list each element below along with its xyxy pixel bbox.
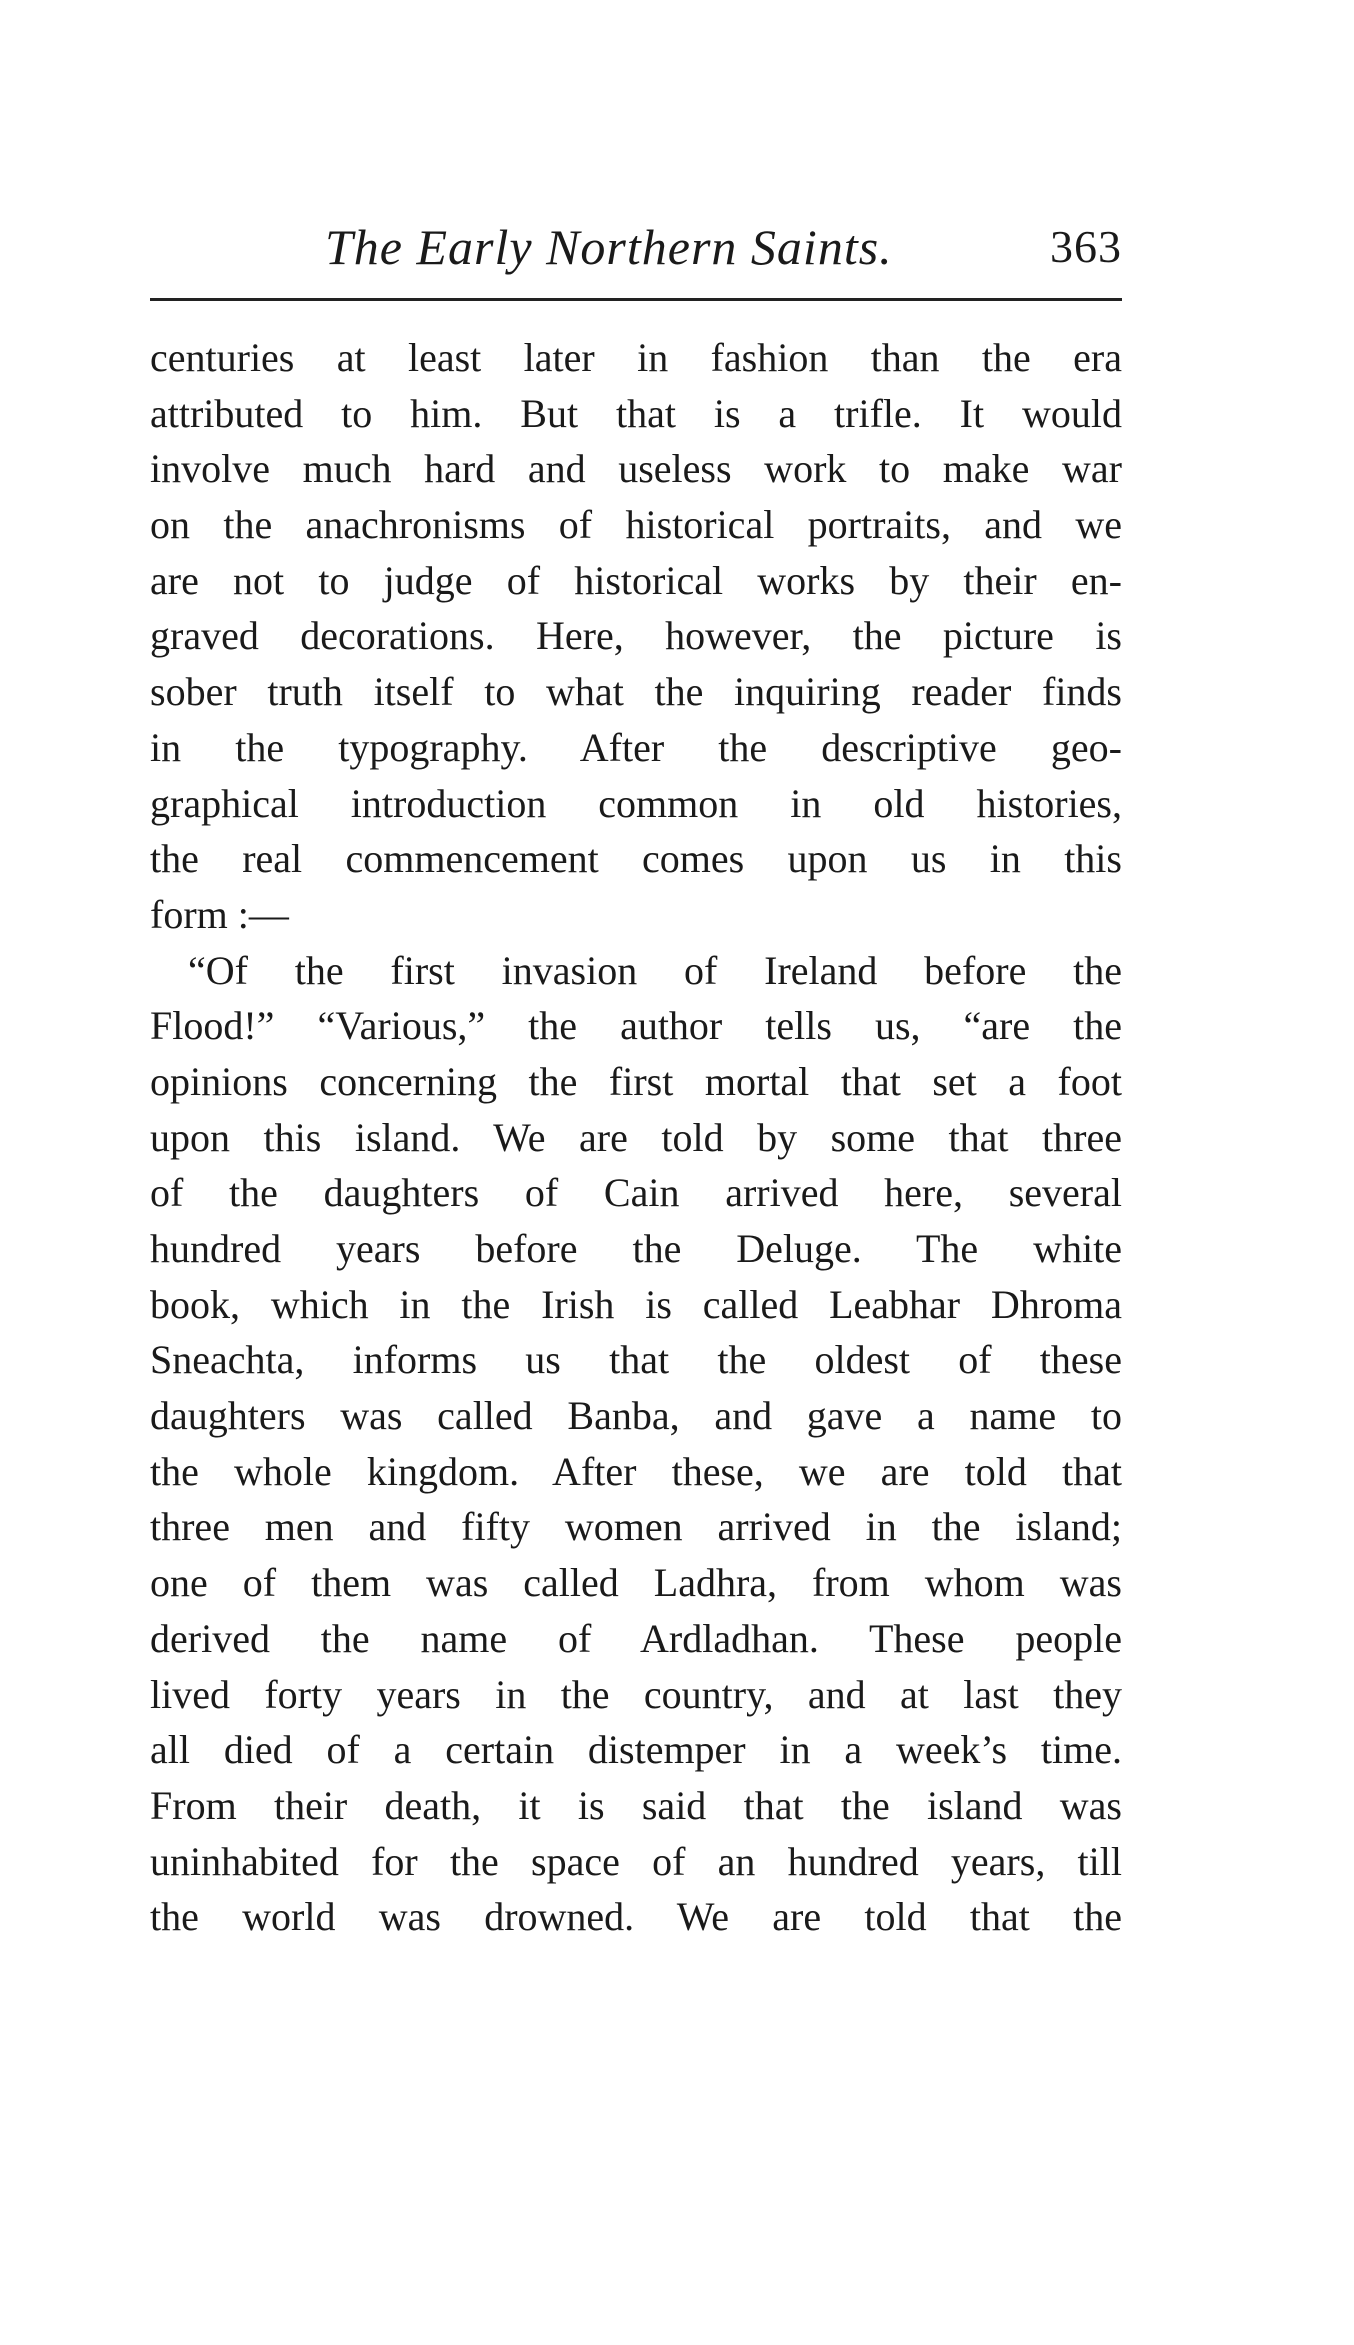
text-line: the real commencement comes upon us in this — [150, 836, 1122, 882]
text-line: attributed to him. But that is a trifle. It would — [150, 390, 1122, 436]
text-line: of the daughters of Cain arrived here, several — [150, 1170, 1122, 1216]
text-line: daughters was called Banba, and gave a name to — [150, 1393, 1122, 1439]
text-line: From their death, it is said that the island was — [150, 1782, 1122, 1828]
text-line: Flood!” “Various,” the author tells us, “are the — [150, 1003, 1122, 1049]
text-line: involve much hard and useless work to make war — [150, 446, 1122, 492]
text-line: upon this island. We are told by some that three — [150, 1114, 1122, 1160]
running-title: The Early Northern Saints. — [325, 219, 893, 275]
text-line: opinions concerning the first mortal that set a foot — [150, 1058, 1122, 1104]
text-line: form :— — [150, 891, 289, 937]
text-line: three men and fifty women arrived in the island; — [150, 1504, 1122, 1550]
page-number: 363 — [1050, 221, 1122, 272]
text-line: lived forty years in the country, and at last they — [150, 1671, 1122, 1717]
text-line: book, which in the Irish is called Leabhar Dhroma — [150, 1281, 1122, 1327]
text-line: hundred years before the Deluge. The white — [150, 1226, 1122, 1271]
header-rule — [150, 298, 1122, 301]
text-line: all died of a certain distemper in a week’s time. — [150, 1727, 1122, 1773]
text-line: graved decorations. Here, however, the picture is — [150, 613, 1122, 659]
text-line: one of them was called Ladhra, from whom was — [150, 1560, 1122, 1606]
text-line: uninhabited for the space of an hundred years, till — [150, 1838, 1122, 1884]
text-line: Sneachta, informs us that the oldest of these — [150, 1337, 1122, 1383]
text-line: are not to judge of historical works by their en- — [150, 557, 1122, 603]
text-line: the world was drowned. We are told that the — [150, 1894, 1122, 1940]
body-text — [150, 330, 1122, 1945]
text-line: on the anachronisms of historical portraits, and we — [150, 502, 1122, 548]
text-line: in the typography. After the descriptive geo- — [150, 724, 1122, 770]
text-line: graphical introduction common in old histories, — [150, 780, 1122, 826]
text-line: centuries at least later in fashion than the era — [150, 335, 1122, 380]
text-line: the whole kingdom. After these, we are told that — [150, 1448, 1122, 1494]
text-line: sober truth itself to what the inquiring reader finds — [150, 669, 1122, 715]
text-line: “Of the first invasion of Ireland before the — [188, 947, 1122, 993]
text-line: derived the name of Ardladhan. These people — [150, 1615, 1122, 1661]
page-header — [150, 212, 1122, 282]
